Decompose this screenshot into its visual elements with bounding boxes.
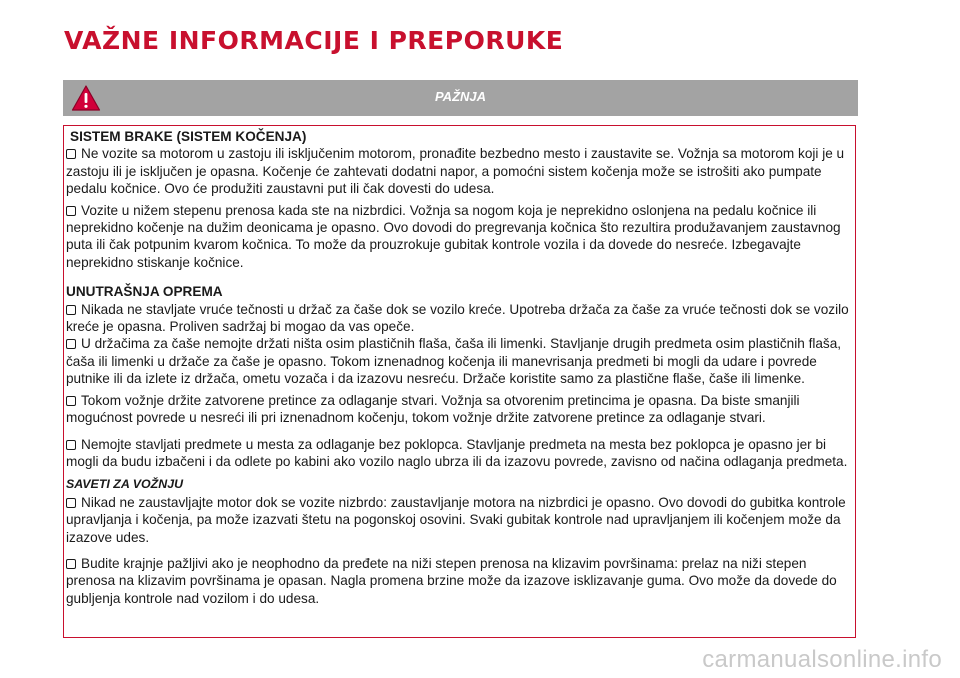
- checkbox-bullet-icon: [66, 339, 76, 349]
- warning-label: PAŽNJA: [434, 89, 487, 104]
- checkbox-bullet-icon: [66, 206, 76, 216]
- watermark: carmanualsonline.info: [702, 646, 942, 673]
- checkbox-bullet-icon: [66, 149, 76, 159]
- warning-banner: [63, 80, 858, 116]
- page-title: VAŽNE INFORMACIJE I PREPORUKE: [64, 26, 564, 55]
- paragraph: Nemojte stavljati predmete u mesta za odlaganje bez poklopca. Stavljanje predmeta na mesta bez poklopca je opasno jer bi mogli da budu izbačeni i da odlete po kabini ako vozilo naglo ubrza ili da izazovu povrede, zavisno od načina odlaganja predmeta.: [66, 436, 848, 469]
- paragraph: U držačima za čaše nemojte držati ništa osim plastičnih flaša, čaša ili limenki. Stavljanje drugih predmeta osim plastičnih flaša, čaša ili limenki u držače za čaše je opasno. Tokom iznenadnog kočenja ili manevrisanja predmeti bi mogli da udare i povrede putnike ili da izlete iz držača, ometu vozača i da izazovu nesreću. Držače koristite samo za plastične flaše, čaše ili limenke.: [66, 336, 842, 387]
- checkbox-bullet-icon: [66, 305, 76, 315]
- section-heading-interior-equipment: UNUTRAŠNJA OPREMA: [66, 284, 223, 300]
- checkbox-bullet-icon: [66, 396, 76, 406]
- paragraph: Nikada ne stavljate vruće tečnosti u držač za čaše dok se vozilo kreće. Upotreba držača za čaše za vruće tečnosti dok se vozilo kreće je opasna. Proliven sadržaj bi mogao da vas opeče.: [66, 301, 849, 335]
- section-heading-brake-system: SISTEM BRAKE (SISTEM KOČENJA): [70, 129, 307, 144]
- paragraph: Budite krajnje pažljivi ako je neophodno da pređete na niži stepen prenosa na klizavim površinama: prelaz na niži stepen prenosa na klizavim površinama je opasan. Nagla promena brzine može da izazove isklizavanje guma. Ovo može da dovede do gubljenja kontrole nad vozilom i do udesa.: [66, 555, 837, 606]
- paragraph: Nikad ne zaustavljajte motor dok se vozite nizbrdo: zaustavljanje motora na nizbrdici je opasno. Ovo dovodi do gubitka kontrole upravljanja i kočenja, pa može izazvati štetu na pogonskoj osovini. Svaki gubitak kontrole nad upravljanjem ili kočenjem može da izazove udes.: [66, 494, 846, 545]
- paragraph: Tokom vožnje držite zatvorene pretince za odlaganje stvari. Vožnja sa otvorenim pretincima je opasna. Da biste smanjili mogućnost povrede u nesreći ili pri iznenadnom kočenju, tokom vožnje držite zatvorene pretince za odlaganje stvari.: [66, 392, 800, 426]
- warning-content: [66, 128, 856, 607]
- checkbox-bullet-icon: [66, 440, 76, 450]
- paragraph: Vozite u nižem stepenu prenosa kada ste na nizbrdici. Vožnja sa nogom koja je neprekidno oslonjena na pedalu kočnice ili neprekidno kočenje na dužim deonicama je opasno. Ovo dovodi do pregrevanja kočnica što rezultira produžavanjem zaustavnog puta ili čak potpunim kvarom kočnica. To može da prouzrokuje gubitak kontrole vozila i da dovede do nesreće. Izbegavajte neprekidno stiskanje kočnice.: [66, 202, 841, 270]
- section-heading-driving-tips: SAVETI ZA VOŽNJU: [66, 477, 184, 492]
- checkbox-bullet-icon: [66, 559, 76, 569]
- checkbox-bullet-icon: [66, 498, 76, 508]
- paragraph: Ne vozite sa motorom u zastoju ili isključenim motorom, pronađite bezbedno mesto i zaustavite se. Vožnja sa motorom koji je u zastoju ili je isključen je opasna. Kočenje će zahtevati dodatni napor, a pomoćni sistem kočenja može se istrošiti ako pumpate pedalu kočnice. Ovo će produžiti zaustavni put ili čak dovesti do udesa.: [66, 146, 845, 197]
